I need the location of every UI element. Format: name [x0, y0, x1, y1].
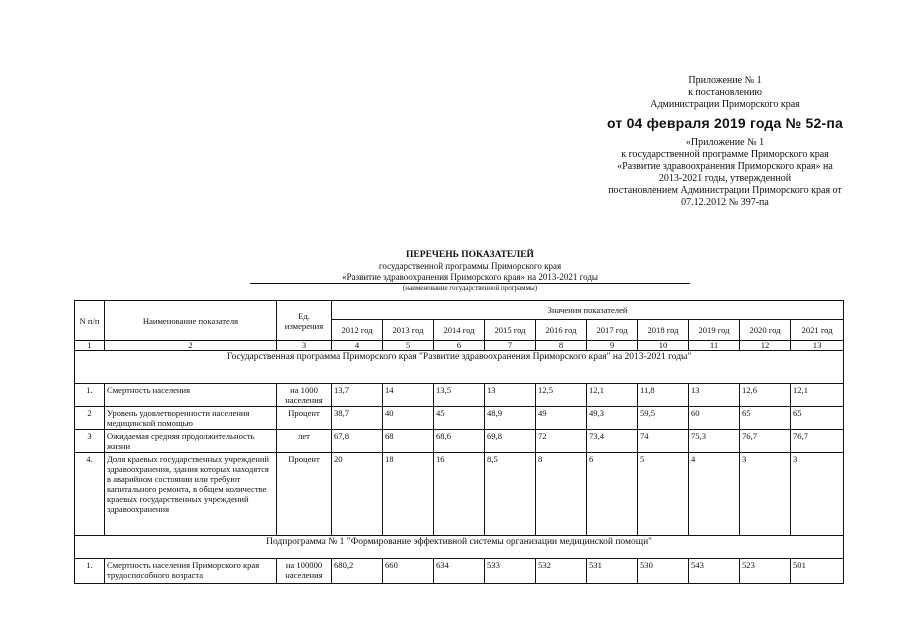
indicator-value: 3	[740, 453, 791, 536]
indicator-value: 48,9	[485, 407, 536, 430]
row-number: 4.	[75, 453, 105, 536]
indicator-value: 543	[689, 559, 740, 584]
indicator-value: 68,6	[434, 430, 485, 453]
indicator-value: 660	[383, 559, 434, 584]
year-header: 2018 год	[638, 320, 689, 341]
indicator-value: 13	[689, 384, 740, 407]
indicator-value: 65	[740, 407, 791, 430]
indicator-value: 20	[332, 453, 383, 536]
indicator-name: Ожидаемая средняя продолжительность жизни	[105, 430, 277, 453]
indicator-value: 18	[383, 453, 434, 536]
program-appendix-note	[590, 137, 860, 209]
column-number: 12	[740, 341, 791, 351]
indicator-value: 69,8	[485, 430, 536, 453]
indicator-value: 531	[587, 559, 638, 584]
column-number: 10	[638, 341, 689, 351]
indicator-unit: лет	[277, 430, 332, 453]
indicator-name: Уровень удовлетворенности населения медицинской помощью	[105, 407, 277, 430]
indicator-unit: Процент	[277, 407, 332, 430]
indicator-value: 13,7	[332, 384, 383, 407]
column-number: 5	[383, 341, 434, 351]
column-number: 7	[485, 341, 536, 351]
column-number: 1	[75, 341, 105, 351]
indicator-value: 634	[434, 559, 485, 584]
row-number: 3	[75, 430, 105, 453]
indicator-value: 49,3	[587, 407, 638, 430]
year-header: 2013 год	[383, 320, 434, 341]
indicators-table	[74, 300, 844, 584]
indicator-unit: на 100000 населения	[277, 559, 332, 584]
indicator-name: Смертность населения Приморского края трудоспособного возраста	[105, 559, 277, 584]
indicator-value: 16	[434, 453, 485, 536]
appendix-header	[600, 75, 850, 131]
column-number: 8	[536, 341, 587, 351]
year-header: 2021 год	[791, 320, 844, 341]
column-number: 4	[332, 341, 383, 351]
column-number: 13	[791, 341, 844, 351]
row-number: 1.	[75, 384, 105, 407]
indicator-value: 532	[536, 559, 587, 584]
column-number: 3	[277, 341, 332, 351]
indicator-value: 67,8	[332, 430, 383, 453]
indicator-value: 13	[485, 384, 536, 407]
indicator-value: 530	[638, 559, 689, 584]
table-row	[75, 384, 844, 407]
indicator-value: 76,7	[740, 430, 791, 453]
indicator-value: 74	[638, 430, 689, 453]
decree-stamp: от 04 февраля 2019 года № 52-па	[607, 115, 843, 131]
appendix-line: Приложение № 1	[688, 75, 762, 86]
indicator-value: 6	[587, 453, 638, 536]
indicator-value: 523	[740, 559, 791, 584]
year-header: 2017 год	[587, 320, 638, 341]
indicator-value: 3	[791, 453, 844, 536]
appendix-line: к государственной программе Приморского края	[621, 149, 829, 160]
appendix-line: Администрации Приморского края	[650, 99, 800, 110]
indicator-value: 8,5	[485, 453, 536, 536]
indicator-value: 65	[791, 407, 844, 430]
indicator-value: 14	[383, 384, 434, 407]
column-header-number: N п/п	[75, 301, 105, 341]
section-title: Подпрограмма № 1 "Формирование эффективной системы организации медицинской помощи"	[75, 536, 844, 559]
indicator-value: 501	[791, 559, 844, 584]
appendix-line: к постановлению	[688, 87, 762, 98]
indicator-value: 13,5	[434, 384, 485, 407]
column-header-name: Наименование показателя	[105, 301, 277, 341]
indicator-unit: на 1000 населения	[277, 384, 332, 407]
table-row	[75, 430, 844, 453]
column-number: 6	[434, 341, 485, 351]
indicator-value: 680,2	[332, 559, 383, 584]
column-number: 11	[689, 341, 740, 351]
year-header: 2020 год	[740, 320, 791, 341]
indicator-value: 60	[689, 407, 740, 430]
column-numbers-row	[75, 341, 844, 351]
indicator-value: 12,5	[536, 384, 587, 407]
table-row	[75, 453, 844, 536]
year-header: 2012 год	[332, 320, 383, 341]
column-number: 2	[105, 341, 277, 351]
indicator-value: 533	[485, 559, 536, 584]
table-row	[75, 407, 844, 430]
section-row	[75, 536, 844, 559]
column-number: 9	[587, 341, 638, 351]
indicator-value: 73,4	[587, 430, 638, 453]
program-name-hint: (наименование государственной программы)	[402, 284, 538, 292]
indicator-value: 68	[383, 430, 434, 453]
appendix-line: «Развитие здравоохранения Приморского края» на	[617, 161, 833, 172]
year-header: 2015 год	[485, 320, 536, 341]
indicator-unit: Процент	[277, 453, 332, 536]
row-number: 1.	[75, 559, 105, 584]
indicator-value: 75,3	[689, 430, 740, 453]
indicator-value: 40	[383, 407, 434, 430]
heading-subtitle: государственной программы Приморского края	[378, 261, 562, 271]
indicator-value: 38,7	[332, 407, 383, 430]
year-header: 2016 год	[536, 320, 587, 341]
indicator-value: 8	[536, 453, 587, 536]
indicator-value: 12,1	[791, 384, 844, 407]
table-row	[75, 559, 844, 584]
indicator-value: 72	[536, 430, 587, 453]
indicator-value: 4	[689, 453, 740, 536]
page-title: ПЕРЕЧЕНЬ ПОКАЗАТЕЛЕЙ	[406, 250, 534, 260]
section-row	[75, 351, 844, 384]
program-name: «Развитие здравоохранения Приморского края» на 2013-2021 годы	[250, 272, 690, 284]
indicator-value: 45	[434, 407, 485, 430]
column-header-unit: Ед. измерения	[277, 301, 332, 341]
appendix-line: «Приложение № 1	[685, 137, 765, 148]
year-header: 2019 год	[689, 320, 740, 341]
indicator-value: 12,1	[587, 384, 638, 407]
indicator-value: 76,7	[791, 430, 844, 453]
table-header-row	[75, 301, 844, 320]
row-number: 2	[75, 407, 105, 430]
table-heading	[290, 250, 650, 293]
appendix-line: 2013-2021 годы, утвержденной	[658, 173, 792, 184]
section-title: Государственная программа Приморского края "Развитие здравоохранения Приморского края" на 2013-2021 годы"	[75, 351, 844, 384]
indicator-name: Доля краевых государственных учреждений здравоохранения, здания которых находятся в аварийном состоянии или требуют капитального ремонта, в общем количестве краевых государственных учреждений здравоохранения	[105, 453, 277, 536]
indicator-name: Смертность населения	[105, 384, 277, 407]
indicator-value: 12,6	[740, 384, 791, 407]
column-header-values: Значения показателей	[332, 301, 844, 320]
indicator-value: 11,8	[638, 384, 689, 407]
appendix-line: 07.12.2012 № 397-па	[681, 197, 769, 208]
appendix-line: постановлением Администрации Приморского края от	[608, 185, 842, 196]
indicator-value: 59,5	[638, 407, 689, 430]
indicator-value: 5	[638, 453, 689, 536]
year-header: 2014 год	[434, 320, 485, 341]
indicator-value: 49	[536, 407, 587, 430]
